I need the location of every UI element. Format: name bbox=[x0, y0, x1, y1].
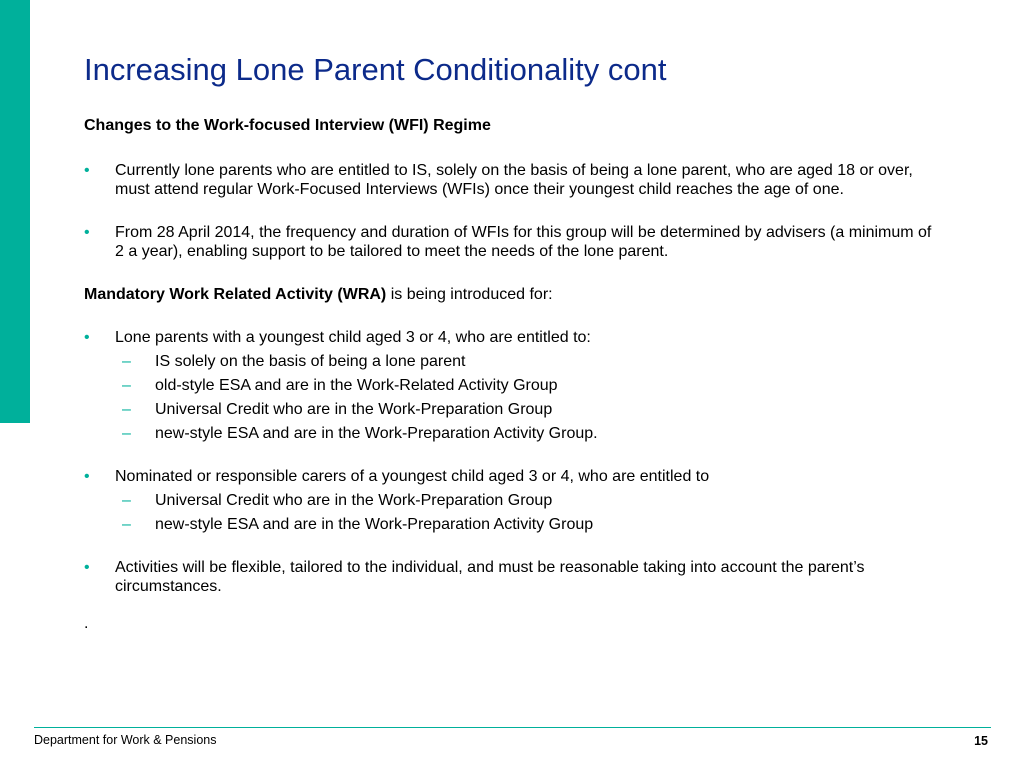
bullet-text: Currently lone parents who are entitled to IS, solely on the basis of being a lone parent, who are aged 18 or over, must attend regular Work-Focused Interviews (WFIs) once their youngest child reaches the age of one. bbox=[115, 162, 913, 198]
bullet-text: Activities will be flexible, tailored to the individual, and must be reasonable taking into account the parent’s circumstances. bbox=[115, 559, 865, 595]
sub-bullet-item bbox=[84, 376, 934, 395]
sub-bullet-item bbox=[84, 400, 934, 419]
sub-bullet-text: old-style ESA and are in the Work-Related Activity Group bbox=[155, 377, 558, 394]
sub-bullet-item bbox=[84, 424, 934, 443]
sub-bullet-text: Universal Credit who are in the Work-Preparation Group bbox=[155, 401, 553, 418]
bullet-text: Nominated or responsible carers of a youngest child aged 3 or 4, who are entitled to bbox=[115, 468, 710, 485]
wra-heading bbox=[84, 285, 934, 304]
bullet-marker: • bbox=[84, 468, 90, 485]
sub-bullet-text: new-style ESA and are in the Work-Preparation Activity Group. bbox=[155, 425, 598, 442]
footer-organisation: Department for Work & Pensions bbox=[34, 733, 217, 747]
footer-divider bbox=[34, 727, 991, 728]
sub-bullet-text: new-style ESA and are in the Work-Preparation Activity Group bbox=[155, 516, 594, 533]
bullet-item bbox=[84, 467, 934, 486]
page-number: 15 bbox=[974, 734, 988, 748]
sub-bullet-marker: – bbox=[122, 492, 131, 509]
bullet-item bbox=[84, 328, 934, 347]
bullet-item bbox=[84, 223, 934, 261]
sub-bullet-item bbox=[84, 515, 934, 534]
sub-bullet-text: Universal Credit who are in the Work-Preparation Group bbox=[155, 492, 553, 509]
sub-bullet-marker: – bbox=[122, 516, 131, 533]
sub-bullet-marker: – bbox=[122, 353, 131, 370]
bullet-marker: • bbox=[84, 559, 90, 576]
sub-bullet-text: IS solely on the basis of being a lone parent bbox=[155, 353, 466, 370]
bullet-text: Lone parents with a youngest child aged 3 or 4, who are entitled to: bbox=[115, 329, 591, 346]
bullet-marker: • bbox=[84, 162, 90, 179]
sub-bullet-marker: – bbox=[122, 377, 131, 394]
bullet-item bbox=[84, 558, 934, 596]
bullet-item bbox=[84, 161, 934, 199]
sub-bullet-item bbox=[84, 352, 934, 371]
sub-bullet-marker: – bbox=[122, 401, 131, 418]
trailing-dot: . bbox=[84, 615, 89, 632]
bullet-text: From 28 April 2014, the frequency and duration of WFIs for this group will be determined by advisers (a minimum of 2 a year), enabling support to be tailored to meet the needs of the lone parent. bbox=[115, 224, 932, 260]
bullet-marker: • bbox=[84, 329, 90, 346]
slide-title: Increasing Lone Parent Conditionality cont bbox=[84, 52, 667, 87]
bullet-marker: • bbox=[84, 224, 90, 241]
slide-body bbox=[84, 116, 934, 633]
wra-heading-bold: Mandatory Work Related Activity (WRA) bbox=[84, 286, 387, 303]
sub-bullet-item bbox=[84, 491, 934, 510]
sub-bullet-marker: – bbox=[122, 425, 131, 442]
wra-heading-rest: is being introduced for: bbox=[386, 286, 553, 303]
wfi-subheading: Changes to the Work-focused Interview (WFI) Regime bbox=[84, 117, 491, 134]
accent-bar bbox=[0, 0, 30, 423]
